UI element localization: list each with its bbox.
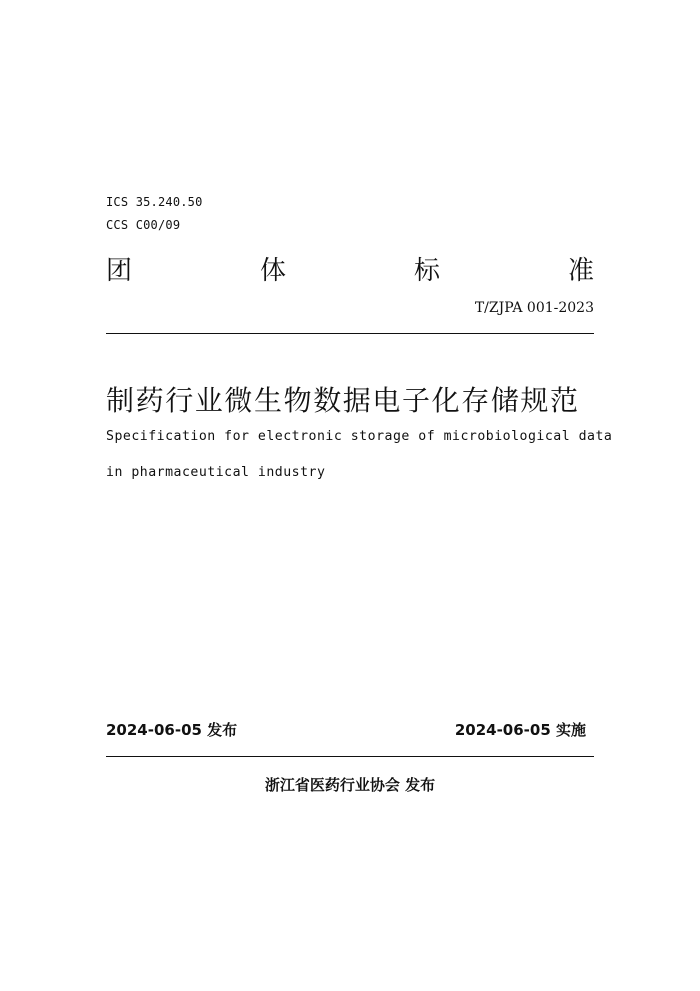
standard-type-char: 团 (106, 256, 133, 286)
standard-type-char: 标 (413, 256, 440, 286)
publisher: 浙江省医药行业协会 发布 (264, 776, 436, 794)
standard-type-char: 体 (259, 256, 286, 286)
standard-number: T/ZJPA 001-2023 (474, 300, 594, 316)
title-english-line1: Specification for electronic storage of microbiological data (106, 429, 613, 444)
top-divider (106, 333, 594, 334)
standard-type-char: 准 (567, 256, 594, 286)
standard-type-heading (106, 255, 594, 287)
bottom-divider (106, 756, 594, 757)
title-english-line2: in pharmaceutical industry (106, 465, 326, 480)
title-chinese: 制药行业微生物数据电子化存储规范 (106, 384, 580, 417)
ics-code: ICS 35.240.50 (106, 195, 203, 209)
ccs-code: CCS C00/09 (106, 218, 181, 232)
implement-date: 2024-06-05 实施 (454, 721, 586, 739)
publish-date: 2024-06-05 发布 (106, 721, 238, 739)
